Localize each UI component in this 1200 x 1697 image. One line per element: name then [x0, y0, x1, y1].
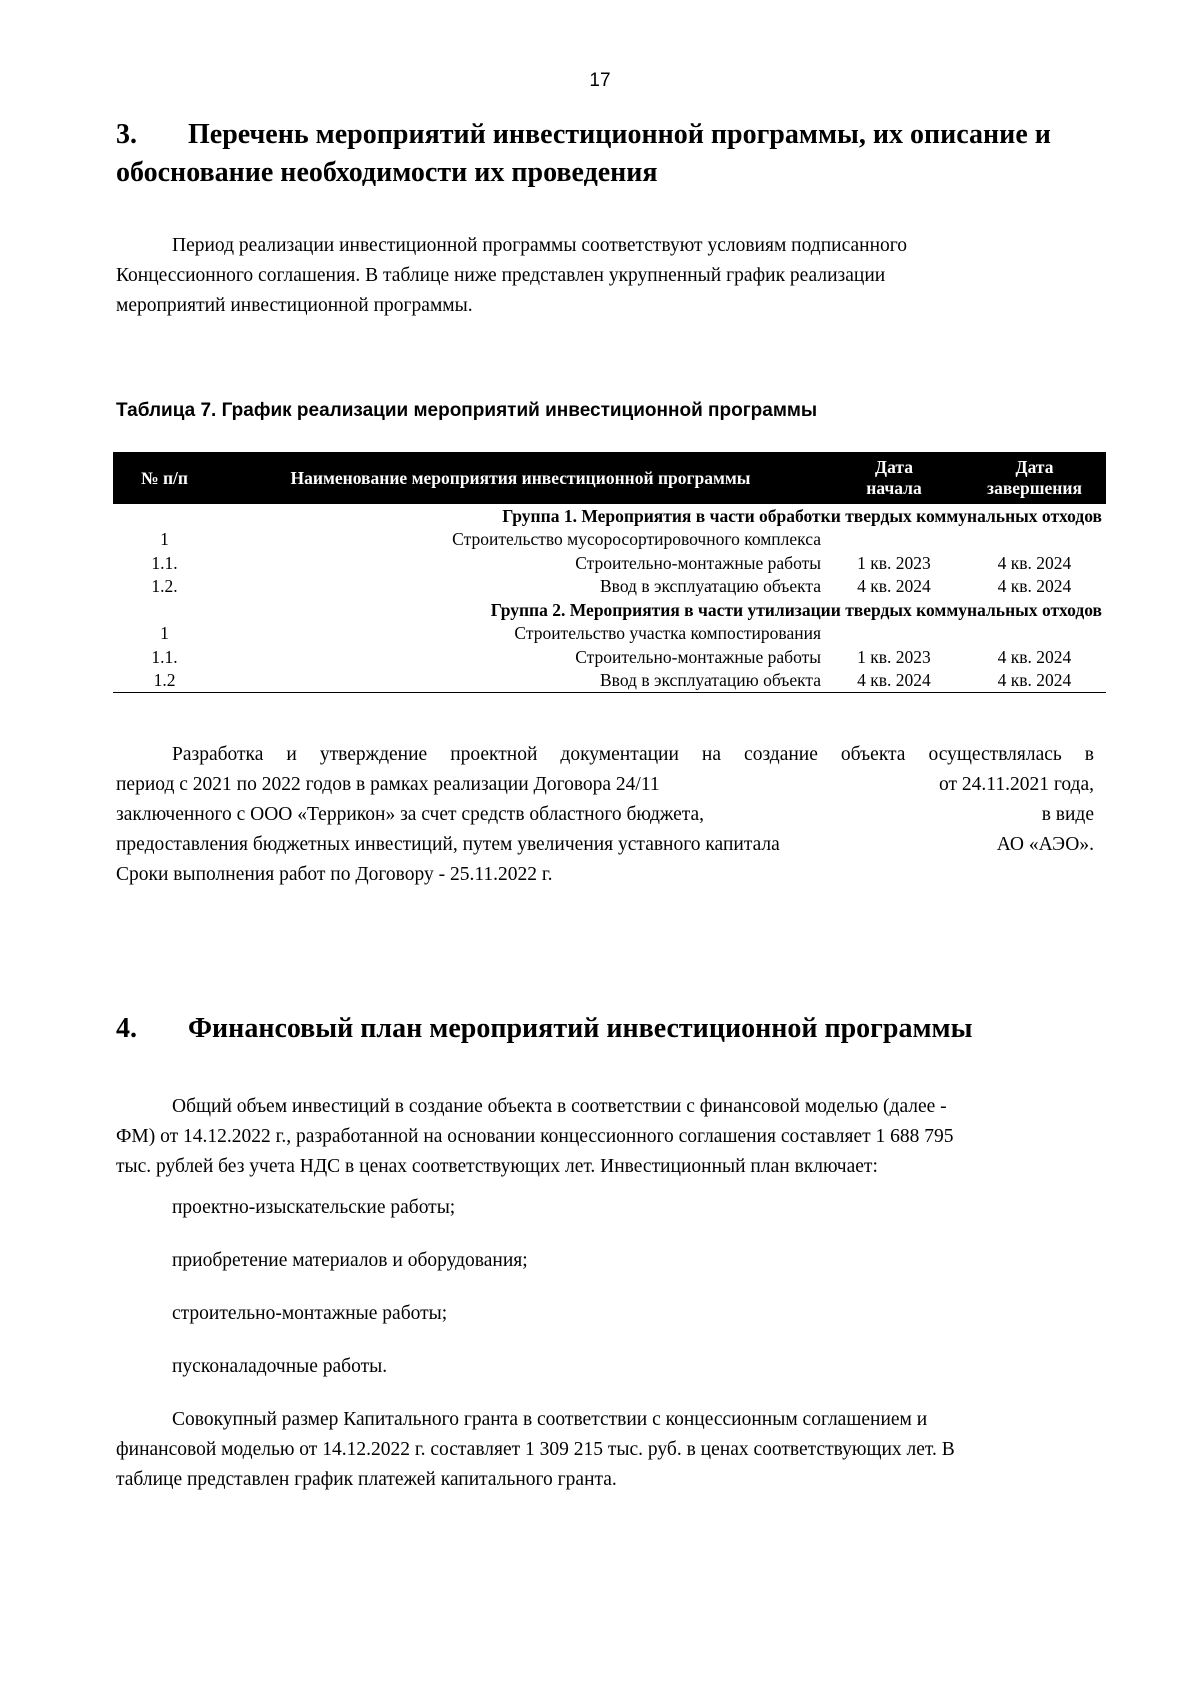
- intro-line-2: Концессионного соглашения. В таблице ниже представлен укрупненный график реализации: [116, 265, 886, 286]
- group-1-title: Группа 1. Мероприятия в части обработки твердых коммунальных отходов: [502, 505, 1102, 526]
- header-start-line1: Дата: [875, 457, 913, 477]
- grant-line-2: финансовой моделью от 14.12.2022 г. составляет 1 309 215 тыс. руб. в ценах соответствующих лет. В: [116, 1439, 955, 1460]
- row-num: 1.1.: [151, 552, 178, 573]
- row-start: 1 кв. 2023: [857, 646, 931, 667]
- design-paragraph: [116, 740, 1094, 890]
- table-row: [113, 575, 1106, 599]
- row-end: 4 кв. 2024: [997, 552, 1072, 573]
- list-item: проектно-изыскательские работы;: [172, 1197, 456, 1218]
- list-item: приобретение материалов и оборудования;: [172, 1250, 528, 1271]
- row-end: 4 кв. 2024: [997, 646, 1072, 667]
- row-start: [825, 622, 963, 646]
- s4-line-1: Общий объем инвестиций в создание объекта в соответствии с финансовой моделью (далее -: [172, 1096, 947, 1117]
- header-name: Наименование мероприятия инвестиционной программы: [216, 452, 825, 504]
- design-line-4b: АО «АЭО».: [996, 834, 1094, 855]
- s4-line-2: ФМ) от 14.12.2022 г., разработанной на основании концессионного соглашения составляет 1 688 795: [116, 1126, 954, 1147]
- design-line-2a: период с 2021 по 2022 годов в рамках реализации Договора 24/11: [116, 774, 660, 795]
- row-num: 1: [160, 623, 169, 644]
- row-end: 4 кв. 2024: [963, 669, 1106, 693]
- intro-line-1: Период реализации инвестиционной программы соответствуют условиям подписанного: [172, 235, 908, 256]
- row-end: 4 кв. 2024: [997, 576, 1072, 597]
- grant-line-1: Совокупный размер Капитального гранта в соответствии с концессионным соглашением и: [172, 1409, 928, 1430]
- row-end: [963, 528, 1106, 552]
- design-line-3: [116, 800, 1094, 830]
- group-2-title: Группа 2. Мероприятия в части утилизации твердых коммунальных отходов: [490, 599, 1102, 620]
- section-4-heading: [116, 1010, 1101, 1048]
- row-start: [825, 528, 963, 552]
- group-row: [113, 598, 1106, 622]
- row-name: Строительство мусоросортировочного комплекса: [452, 529, 821, 550]
- s4-line-3: тыс. рублей без учета НДС в ценах соответствующих лет. Инвестиционный план включает:: [116, 1156, 878, 1177]
- page-number: 17: [589, 70, 611, 91]
- row-name: Строительно-монтажные работы: [575, 552, 821, 573]
- design-line-2: [116, 770, 1094, 800]
- section-3-title-line2: обоснование необходимости их проведения: [116, 157, 658, 188]
- intro-line-3: мероприятий инвестиционной программы.: [116, 295, 473, 316]
- design-line-5: Сроки выполнения работ по Договору - 25.11.2022 г.: [116, 864, 553, 885]
- table-header-row: [113, 452, 1106, 504]
- header-num: № п/п: [113, 452, 216, 504]
- row-num: 1.1.: [151, 646, 178, 667]
- design-line-3a: заключенного с ООО «Террикон» за счет средств областного бюджета,: [116, 804, 705, 825]
- grant-line-3: таблице представлен график платежей капитального гранта.: [116, 1469, 617, 1490]
- list-item: строительно-монтажные работы;: [172, 1303, 448, 1324]
- row-start: 4 кв. 2024: [825, 669, 963, 693]
- section-4-number: 4.: [116, 1013, 137, 1044]
- row-num: 1.2: [113, 669, 216, 693]
- table-row: [113, 551, 1106, 575]
- row-start: 4 кв. 2024: [857, 576, 931, 597]
- section-4-intro-paragraph: [116, 1092, 1096, 1182]
- row-name: Ввод в эксплуатацию объекта: [600, 576, 821, 597]
- header-end: [963, 452, 1106, 504]
- grant-paragraph: [116, 1405, 1096, 1495]
- row-name: Ввод в эксплуатацию объекта: [216, 669, 825, 693]
- table-caption: Таблица 7. График реализации мероприятий инвестиционной программы: [116, 400, 818, 421]
- design-line-4: [116, 830, 1094, 860]
- table-row: [113, 669, 1106, 693]
- design-line-3b: в виде: [1041, 804, 1094, 825]
- section-3-number: 3.: [116, 119, 137, 150]
- header-end-line2: завершения: [987, 478, 1082, 498]
- table-row: [113, 645, 1106, 669]
- design-line-4a: предоставления бюджетных инвестиций, путем увеличения уставного капитала: [116, 834, 780, 855]
- design-line-2b: от 24.11.2021 года,: [939, 774, 1094, 795]
- section-3-intro-paragraph: [116, 231, 1096, 321]
- row-num: 1: [160, 529, 169, 550]
- row-name: Строительно-монтажные работы: [575, 646, 821, 667]
- schedule-table: [113, 452, 1106, 693]
- section-4-title: Финансовый план мероприятий инвестиционной программы: [188, 1013, 973, 1044]
- row-start: 1 кв. 2023: [857, 552, 931, 573]
- list-item: пусконаладочные работы.: [172, 1356, 388, 1377]
- section-3-heading: [116, 116, 1101, 192]
- group-row: [113, 504, 1106, 528]
- header-start: [825, 452, 963, 504]
- header-start-line2: начала: [866, 478, 922, 498]
- header-end-line1: Дата: [1015, 457, 1054, 477]
- design-line-1: Разработка и утверждение проектной документации на создание объекта осуществлялась в: [172, 744, 1094, 765]
- table-row: [113, 622, 1106, 646]
- row-num: 1.2.: [151, 576, 178, 597]
- table-row: [113, 528, 1106, 552]
- row-end: [963, 622, 1106, 646]
- section-3-title-line1: Перечень мероприятий инвестиционной программы, их описание и: [188, 119, 1051, 150]
- row-name: Строительство участка компостирования: [514, 623, 821, 644]
